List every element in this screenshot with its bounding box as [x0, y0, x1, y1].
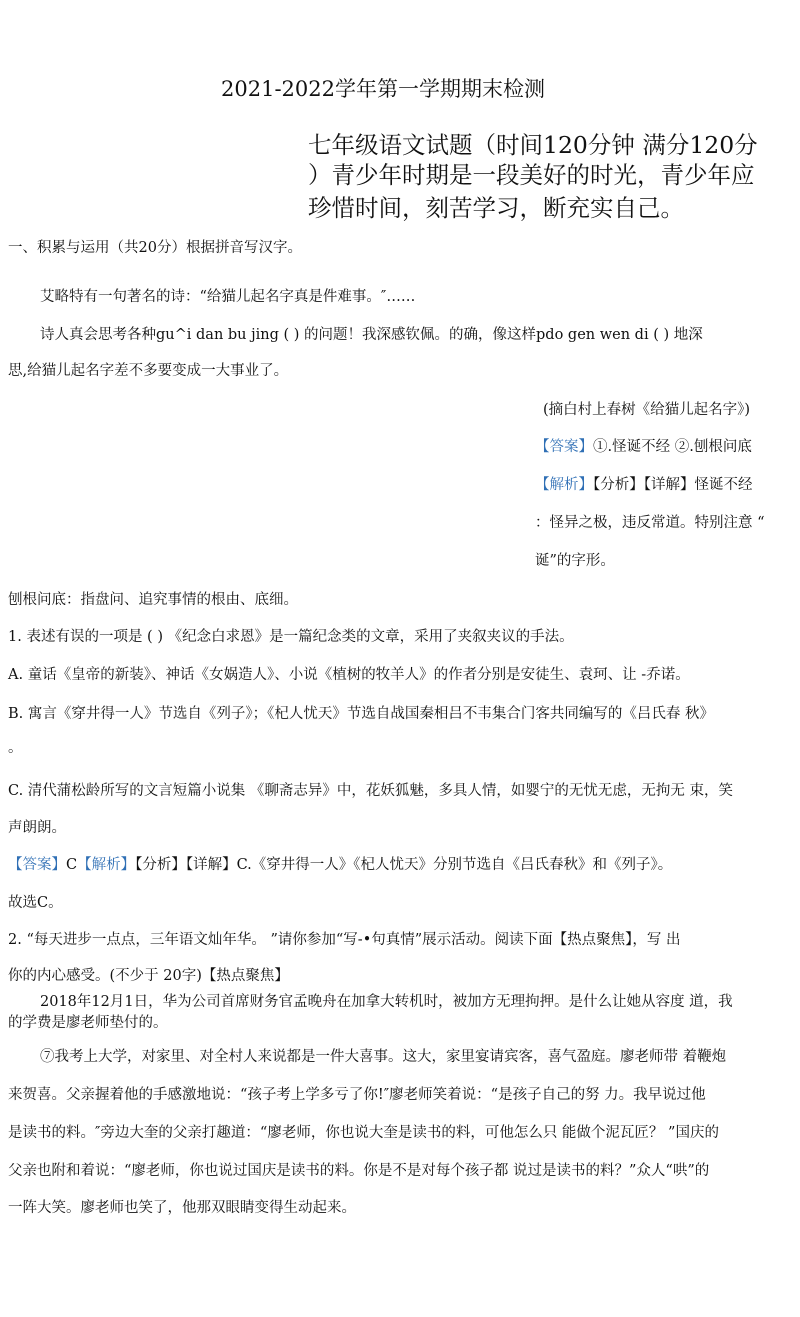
q2-para1-line-2: 的学费是廖老师垫付的。 — [8, 1015, 168, 1031]
q2-para2-line-1: ⑦我考上大学，对家里、对全村人来说都是一件大喜事。这大，家里宴请宾客，喜气盈庭。廖老师带 着鞭炮 — [40, 1049, 727, 1065]
q1-option-c-cont: 声朗朗。 — [8, 820, 66, 836]
answer-tag: 【答案】 — [535, 439, 593, 455]
q1-stem: 1. 表述有误的一项是 ( ) 《纪念白求恩》是一篇纪念类的文章，采用了夹叙夹议的手法。 — [8, 629, 574, 645]
q0-answer — [535, 437, 752, 457]
q1-answer — [8, 855, 672, 875]
passage-line-1: 艾略特有一句著名的诗：“给猫儿起名字真是件难事。″…… — [40, 289, 416, 305]
subtitle-line-3: 珍惜时间，刻苦学习，断充实自己。 — [308, 194, 684, 222]
answer-tag: 【答案】 — [8, 857, 66, 873]
q1-option-c: C. 清代蒲松龄所写的文言短篇小说集 《聊斋志异》中，花妖狐魅，多具人情，如婴宁的无忧无虑，无拘无 束，笑 — [8, 783, 734, 799]
q1-option-a: A. 童话《皇帝的新装》、神话《女娲造人》、小说《植树的牧羊人》的作者分别是安徒生、袁珂、让 -乔诺。 — [8, 667, 690, 683]
section-heading: 一、积累与运用（共20分）根据拼音写汉字。 — [8, 240, 302, 256]
passage-source: (摘白村上春树《给猫儿起名字》) — [543, 402, 751, 418]
subtitle-line-1: 七年级语文试题（时间120分钟 满分120分 — [308, 131, 758, 159]
answer-text: ①.怪诞不经 ②.刨根问底 — [593, 439, 752, 455]
q0-analysis — [535, 475, 753, 495]
q2-para2-line-3: 是读书的料。″旁边大奎的父亲打趣道：“廖老师，你也说大奎是读书的料，可他怎么只 能做个泥瓦匠？ ”国庆的 — [8, 1125, 719, 1141]
analysis-text: 【分析】【详解】C.《穿井得一人》《杞人忧天》分别节选自《吕氏春秋》和《列子》。 — [135, 857, 673, 873]
q2-stem: 2. “每天进步一点点，三年语文灿年华。 ”请你参加“写-•句真情”展示活动。阅读下面【热点聚焦】，写 出 — [8, 932, 681, 948]
answer-value: C — [66, 857, 78, 873]
analysis-text: 【分析】【详解】怪诞不经 — [593, 477, 753, 493]
q2-para1-line-1: 2018年12月1日，华为公司首席财务官孟晚舟在加拿大转机时，被加方无理拘押。是什么让她从容度 道，我 — [40, 994, 733, 1010]
q2-para2-line-2: 来贺喜。父亲握着他的手感激地说：“孩子考上学多亏了你!″廖老师笑着说：“是孩子自己的努 力。我早说过他 — [8, 1087, 706, 1103]
q2-stem-cont: 你的内心感受。(不少于 20字)【热点聚焦】 — [8, 968, 289, 984]
analysis-tag: 【解析】 — [77, 857, 136, 873]
passage-line-2: 诗人真会思考各种gu^i dan bu jing ( ) 的问题！我深感钦佩。的确，像这样pdo gen wen di ( ) 地深 — [40, 327, 703, 343]
page-title: 2021-2022学年第一学期期末检测 — [221, 77, 545, 101]
q2-para2-line-5: 一阵大笑。廖老师也笑了，他那双眼睛变得生动起来。 — [8, 1200, 356, 1216]
q0-analysis-line-2: ：怪异之极，违反常道。特别注意 “ — [535, 515, 765, 531]
q0-extra: 刨根问底：指盘问、追究事情的根由、底细。 — [8, 592, 298, 608]
subtitle-line-2: ）青少年时期是一段美好的时光，青少年应 — [308, 161, 755, 189]
analysis-tag: 【解析】 — [535, 477, 593, 493]
q2-para2-line-4: 父亲也附和着说：“廖老师，你也说过国庆是读书的料。你是不是对每个孩子都 说过是读书的料？”众人“哄”的 — [8, 1163, 710, 1179]
q1-option-b: B. 寓言《穿井得一人》节选自《列子》；《杞人忧天》节选自战国秦相吕不韦集合门客共同编写的《吕氏春 秋》 — [8, 706, 714, 722]
q0-analysis-line-3: 诞”的字形。 — [535, 553, 615, 569]
q1-conclusion: 故选C。 — [8, 895, 63, 911]
q1-option-b-cont: 。 — [8, 740, 23, 756]
passage-line-3: 思,给猫儿起名字差不多要变成一大事业了。 — [8, 363, 289, 379]
